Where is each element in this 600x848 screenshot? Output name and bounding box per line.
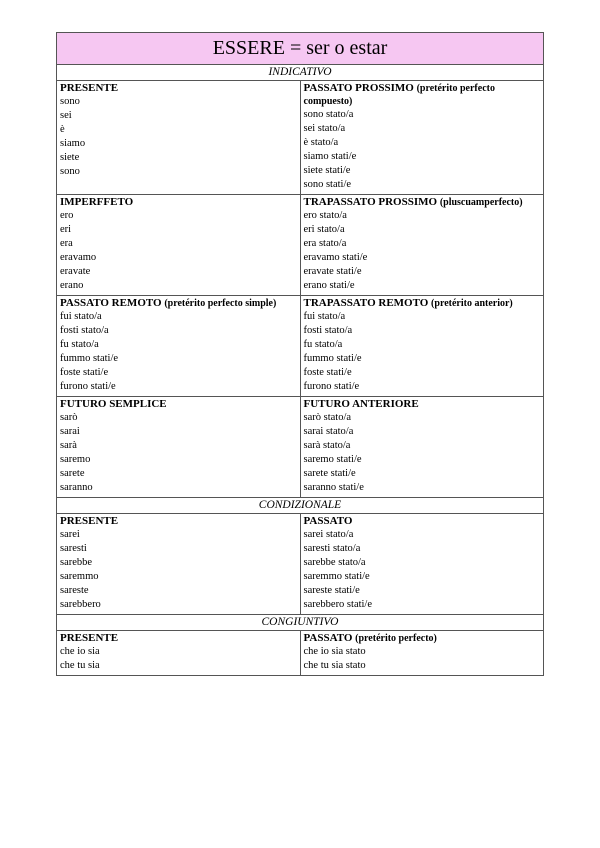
tense-heading bbox=[60, 515, 297, 528]
verb-form: sono bbox=[60, 96, 80, 107]
tense-name: PRESENTE bbox=[60, 632, 119, 644]
verb-form: sono stato/a bbox=[303, 109, 354, 120]
verb-form: che tu sia stato bbox=[303, 660, 366, 671]
tense-name: PASSATO bbox=[303, 515, 353, 527]
tense-name: PRESENTE bbox=[60, 515, 119, 527]
conjugation-table bbox=[56, 32, 544, 676]
tense-heading bbox=[304, 297, 541, 310]
verb-form: eri bbox=[60, 224, 72, 235]
verb-form: saremo bbox=[60, 454, 91, 465]
verb-form: saremmo bbox=[60, 571, 99, 582]
tense-cell bbox=[300, 631, 544, 676]
verb-form: eravamo stati/e bbox=[303, 252, 368, 263]
tense-cell bbox=[57, 195, 301, 296]
tense-name: TRAPASSATO PROSSIMO bbox=[303, 196, 438, 208]
tense-note: (pretérito anterior) bbox=[431, 298, 513, 309]
verb-form: saresti stato/a bbox=[303, 543, 361, 554]
verb-form: sarebbero bbox=[60, 599, 101, 610]
verb-form: sareste stati/e bbox=[303, 585, 360, 596]
tense-heading bbox=[304, 632, 541, 645]
title-row bbox=[57, 33, 544, 65]
verb-form: è stato/a bbox=[303, 137, 339, 148]
verb-form: era bbox=[60, 238, 73, 249]
verb-form: era stato/a bbox=[303, 238, 347, 249]
mood-header: CONGIUNTIVO bbox=[57, 615, 544, 631]
verb-form: saranno bbox=[60, 482, 93, 493]
verb-form: fummo stati/e bbox=[60, 353, 119, 364]
tense-cell bbox=[57, 81, 301, 195]
tense-row bbox=[57, 397, 544, 498]
verb-form: fosti stato/a bbox=[303, 325, 353, 336]
verb-form: sarete stati/e bbox=[303, 468, 356, 479]
conjugation-table-body bbox=[57, 33, 544, 676]
verb-form: sarebbero stati/e bbox=[303, 599, 373, 610]
verb-form: erano bbox=[60, 280, 84, 291]
tense-cell bbox=[57, 296, 301, 397]
verb-form: siete stati/e bbox=[303, 165, 351, 176]
tense-note: (pretérito perfecto compuesto) bbox=[303, 83, 495, 107]
verb-form: sareste bbox=[60, 585, 89, 596]
verb-form: sono bbox=[60, 166, 80, 177]
verb-form: siamo stati/e bbox=[303, 151, 357, 162]
tense-heading bbox=[304, 82, 541, 108]
verb-form: fui stato/a bbox=[60, 311, 102, 322]
tense-name: PRESENTE bbox=[60, 82, 119, 94]
verb-form: siete bbox=[60, 152, 80, 163]
tense-cell bbox=[300, 514, 544, 615]
verb-form: erano stati/e bbox=[303, 280, 355, 291]
mood-row bbox=[57, 498, 544, 514]
tense-cell bbox=[300, 296, 544, 397]
verb-form: sarai stato/a bbox=[303, 426, 354, 437]
verb-form: saremmo stati/e bbox=[303, 571, 370, 582]
verb-form: eravate bbox=[60, 266, 91, 277]
tense-heading bbox=[60, 196, 297, 209]
mood-row bbox=[57, 615, 544, 631]
verb-form: è bbox=[60, 124, 65, 135]
verb-form: eri stato/a bbox=[303, 224, 345, 235]
tense-note: (pluscuamperfecto) bbox=[439, 197, 523, 208]
tense-cell bbox=[57, 397, 301, 498]
mood-header: CONDIZIONALE bbox=[57, 498, 544, 514]
mood-row bbox=[57, 65, 544, 81]
verb-form: che tu sia bbox=[60, 660, 100, 671]
verb-form: sarà stato/a bbox=[303, 440, 351, 451]
verb-form: saresti bbox=[60, 543, 87, 554]
verb-form: sarò bbox=[60, 412, 78, 423]
tense-name: IMPERFFETO bbox=[60, 196, 134, 208]
verb-form: ero stato/a bbox=[303, 210, 347, 221]
tense-heading bbox=[60, 632, 297, 645]
tense-heading bbox=[60, 82, 297, 95]
tense-cell bbox=[300, 81, 544, 195]
tense-heading bbox=[60, 398, 297, 411]
verb-form: sarà bbox=[60, 440, 77, 451]
verb-form: sono stati/e bbox=[303, 179, 352, 190]
tense-name: FUTURO SEMPLICE bbox=[60, 398, 167, 410]
verb-form: sei bbox=[60, 110, 72, 121]
verb-form: che io sia bbox=[60, 646, 100, 657]
verb-form: sarei stato/a bbox=[303, 529, 354, 540]
tense-name: PASSATO bbox=[303, 632, 353, 644]
verb-form: eravate stati/e bbox=[303, 266, 362, 277]
verb-form: fosti stato/a bbox=[60, 325, 109, 336]
verb-form: che io sia stato bbox=[303, 646, 366, 657]
tense-heading bbox=[304, 196, 541, 209]
tense-cell bbox=[57, 631, 301, 676]
tense-row bbox=[57, 514, 544, 615]
verb-form: sarebbe bbox=[60, 557, 93, 568]
verb-form: foste stati/e bbox=[303, 367, 352, 378]
verb-form: fui stato/a bbox=[303, 311, 346, 322]
verb-form: saremo stati/e bbox=[303, 454, 362, 465]
tense-heading bbox=[304, 515, 541, 528]
mood-header: INDICATIVO bbox=[57, 65, 544, 81]
verb-form: fu stato/a bbox=[303, 339, 343, 350]
tense-name: FUTURO ANTERIORE bbox=[303, 398, 419, 410]
verb-form: furono stati/e bbox=[303, 381, 360, 392]
verb-form: fummo stati/e bbox=[303, 353, 362, 364]
tense-row bbox=[57, 296, 544, 397]
verb-form: sarete bbox=[60, 468, 85, 479]
tense-row bbox=[57, 631, 544, 676]
tense-name: PASSATO REMOTO bbox=[60, 297, 162, 309]
verb-form: fu stato/a bbox=[60, 339, 99, 350]
tense-row bbox=[57, 81, 544, 195]
tense-name: PASSATO PROSSIMO bbox=[303, 82, 414, 94]
verb-form: sarai bbox=[60, 426, 80, 437]
verb-form: eravamo bbox=[60, 252, 97, 263]
tense-cell bbox=[300, 195, 544, 296]
verb-form: sarebbe stato/a bbox=[303, 557, 366, 568]
tense-heading bbox=[60, 297, 297, 310]
tense-name: TRAPASSATO REMOTO bbox=[303, 297, 429, 309]
tense-row bbox=[57, 195, 544, 296]
tense-note: (pretérito perfecto simple) bbox=[164, 298, 277, 309]
tense-note: (pretérito perfecto) bbox=[355, 633, 437, 644]
verb-form: foste stati/e bbox=[60, 367, 109, 378]
tense-heading bbox=[304, 398, 541, 411]
verb-form: siamo bbox=[60, 138, 86, 149]
verb-form: saranno stati/e bbox=[303, 482, 364, 493]
page-title: ESSERE = ser o estar bbox=[57, 33, 544, 65]
tense-cell bbox=[57, 514, 301, 615]
verb-form: furono stati/e bbox=[60, 381, 116, 392]
verb-form: sarò stato/a bbox=[303, 412, 352, 423]
verb-form: ero bbox=[60, 210, 74, 221]
tense-cell bbox=[300, 397, 544, 498]
verb-form: sarei bbox=[60, 529, 80, 540]
verb-form: sei stato/a bbox=[303, 123, 346, 134]
